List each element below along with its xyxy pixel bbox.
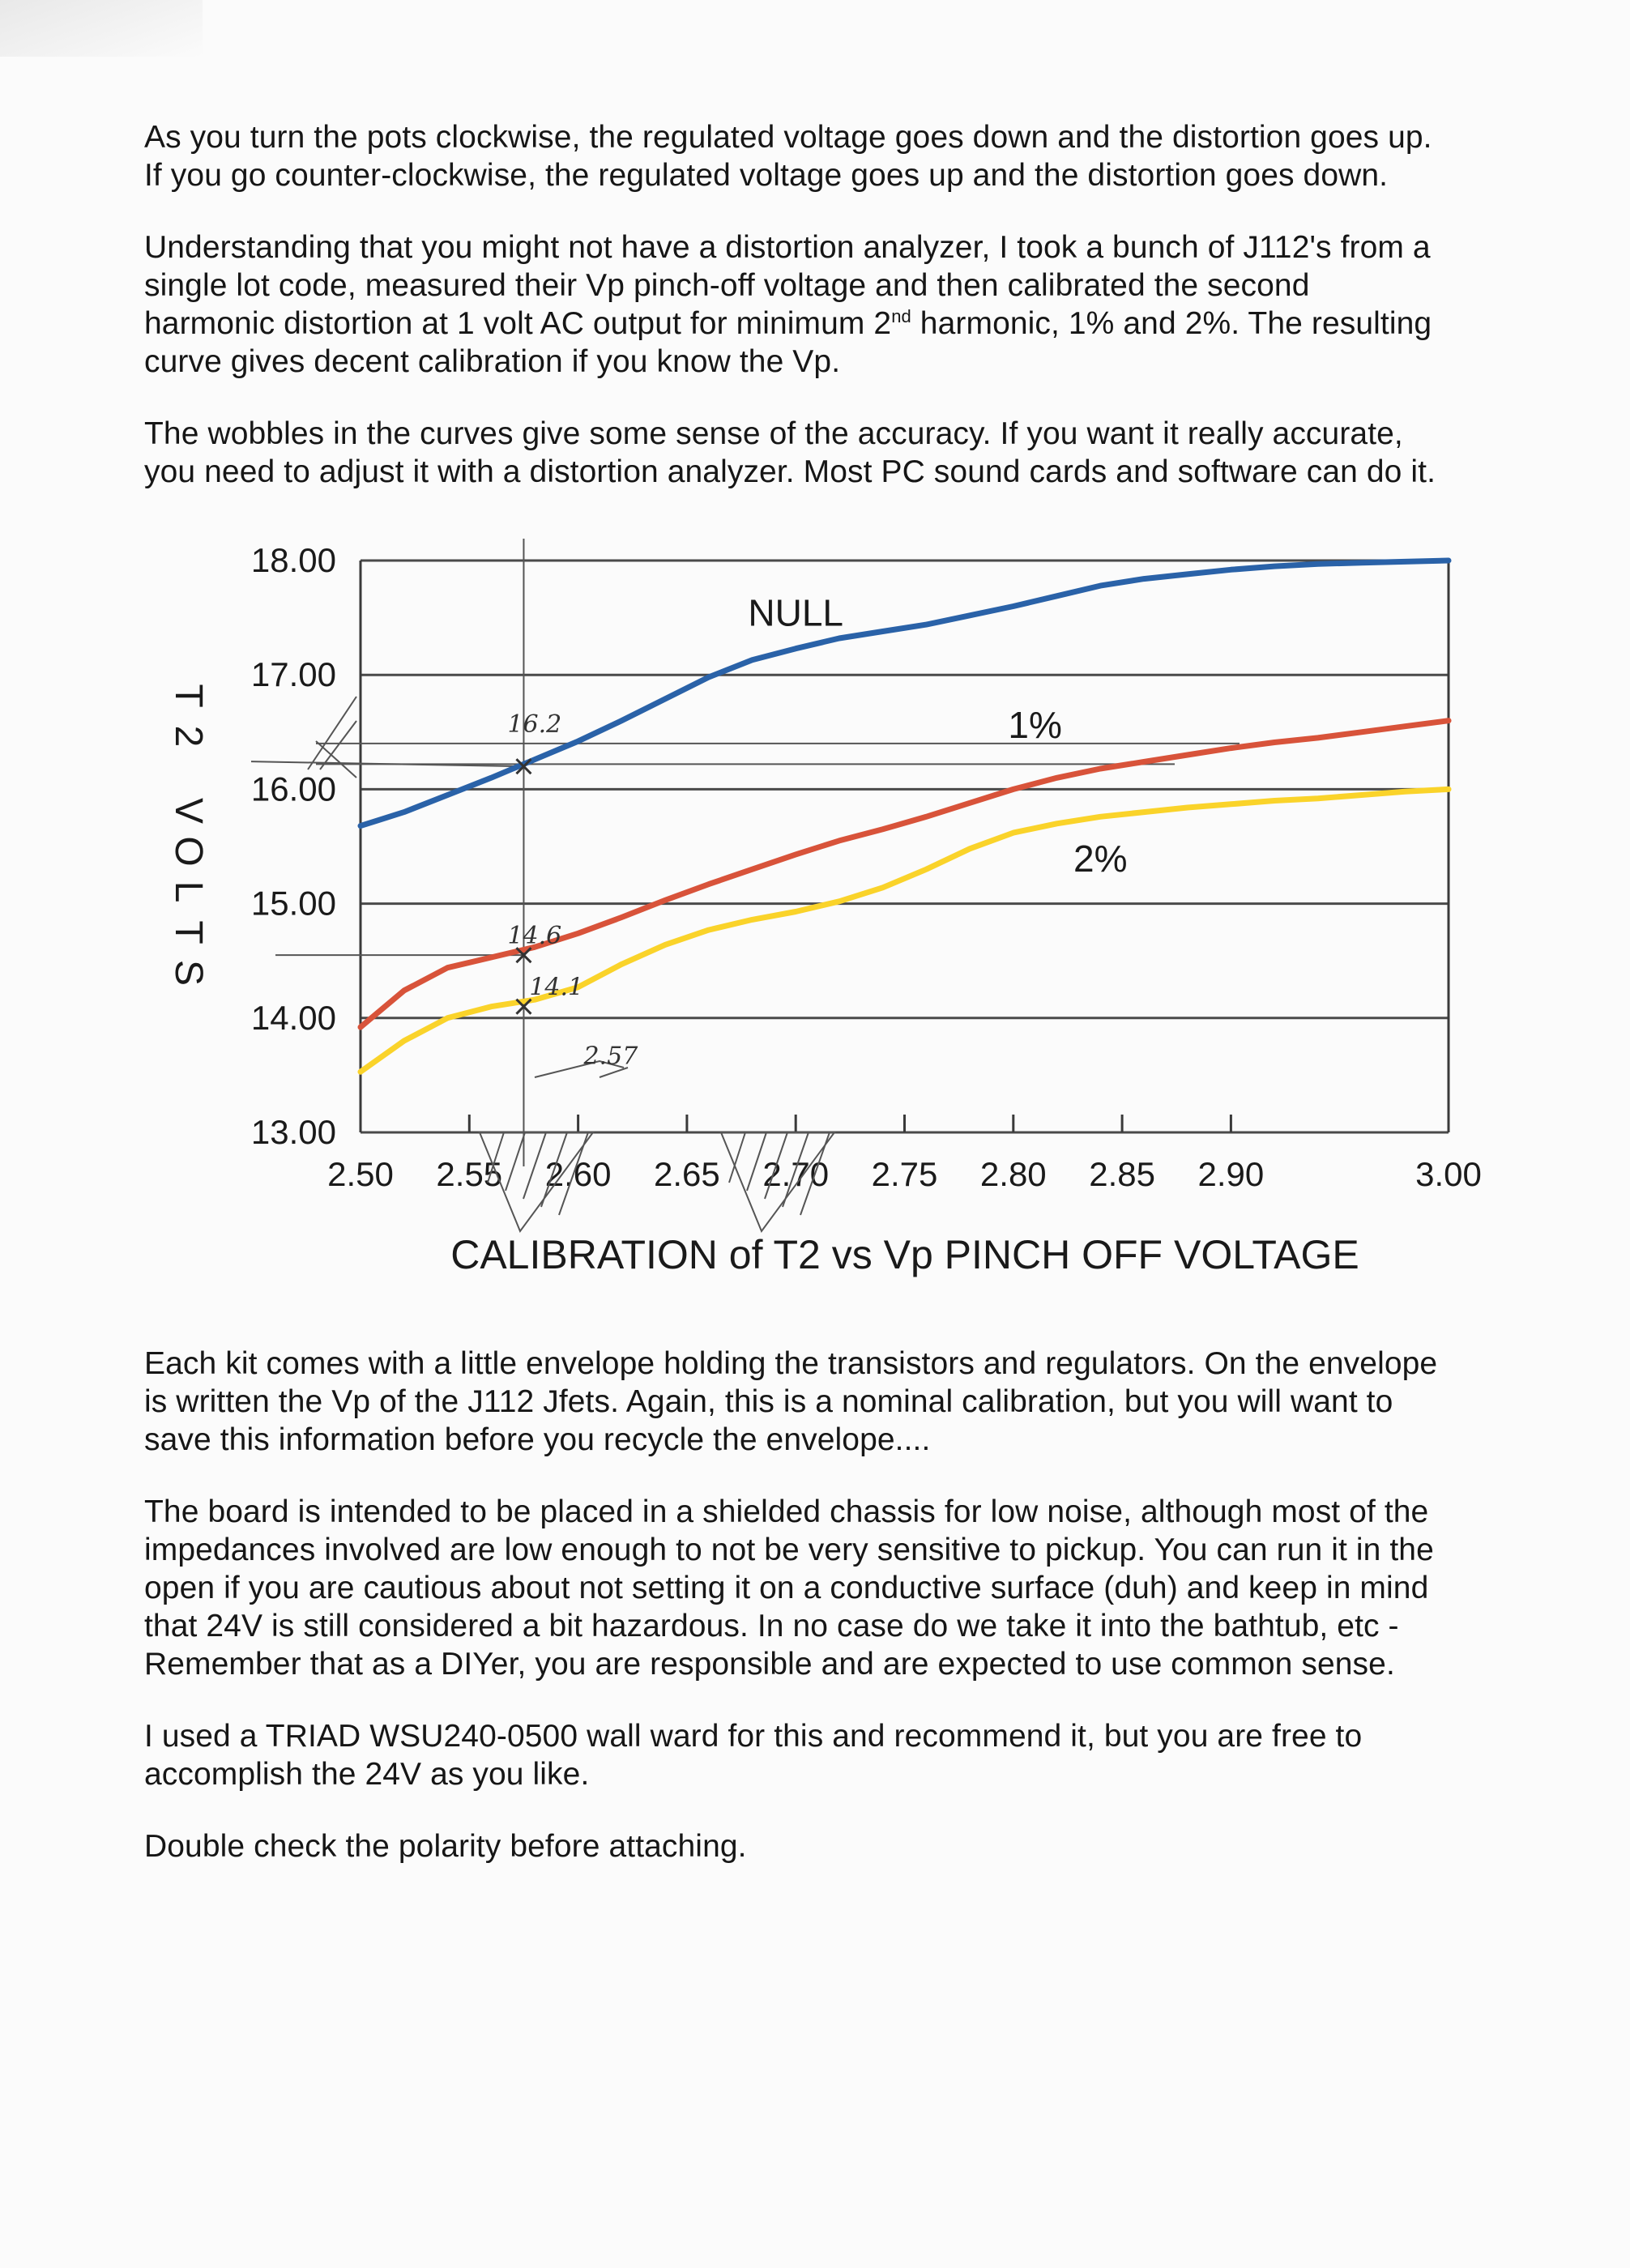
text-line: Remember that as a DIYer, you are responsible and are expected to use common sense. — [144, 1647, 1395, 1682]
x-tick-label: 2.60 — [544, 1155, 612, 1193]
y-axis-label-char: L — [167, 880, 210, 903]
chart-title: CALIBRATION of T2 vs Vp PINCH OFF VOLTAGE — [450, 1232, 1359, 1277]
x-tick-label: 2.90 — [1197, 1155, 1265, 1193]
series-label: 2% — [1073, 838, 1128, 880]
text-line: As you turn the pots clockwise, the regulated voltage goes down and the distortion goes up. — [144, 120, 1432, 155]
body-text — [144, 1345, 1521, 1899]
y-tick-label: 17.00 — [250, 655, 336, 694]
text-line: I used a TRIAD WSU240-0500 wall ward for this and recommend it, but you are free to — [144, 1719, 1363, 1754]
text-line: Understanding that you might not have a distortion analyzer, I took a bunch of J112's from a — [144, 230, 1431, 265]
text-line: If you go counter-clockwise, the regulated voltage goes up and the distortion goes down. — [144, 158, 1389, 193]
handwritten-value: 14.1 — [529, 973, 584, 1002]
text-line: single lot code, measured their Vp pinch-off voltage and then calibrated the second — [144, 268, 1310, 303]
text-line: is written the Vp of the J112 Jfets. Again, this is a nominal calibration, but you will want to — [144, 1384, 1393, 1419]
y-axis-label-char: V — [167, 797, 210, 825]
y-axis-label-char: T — [167, 684, 210, 708]
pencil-hatch-left-stroke — [506, 1132, 525, 1191]
handwritten-value: 14.6 — [507, 922, 562, 951]
y-tick-label: 14.00 — [250, 998, 336, 1037]
y-tick-label: 18.00 — [250, 541, 336, 579]
x-tick-label: 3.00 — [1415, 1155, 1482, 1193]
y-tick-label: 13.00 — [250, 1113, 336, 1151]
text-line: The wobbles in the curves give some sense of the accuracy. If you want it really accurate, — [144, 416, 1403, 451]
pencil-hatch-left-stroke — [523, 1132, 546, 1199]
text-line: that 24V is still considered a bit hazardous. In no case do we take it into the bathtub, etc - — [144, 1609, 1399, 1643]
text-line: harmonic distortion at 1 volt AC output for minimum 2nd harmonic, 1% and 2%. The resulting — [144, 306, 1432, 341]
text-line: you need to adjust it with a distortion analyzer. Most PC sound cards and software can do it. — [144, 454, 1436, 489]
text-line: impedances involved are low enough to not be very sensitive to pickup. You can run it in the — [144, 1533, 1434, 1567]
paragraph — [144, 1345, 1521, 1459]
x-tick-label: 2.80 — [979, 1155, 1047, 1193]
text-line: open if you are cautious about not setting it on a conductive surface (duh) and keep in mind — [144, 1571, 1429, 1605]
x-tick-label: 2.70 — [762, 1155, 830, 1193]
y-tick-label: 16.00 — [250, 770, 336, 808]
x-tick-label: 2.85 — [1089, 1155, 1155, 1193]
x-tick-label: 2.50 — [327, 1155, 394, 1193]
series-label: 1% — [1008, 703, 1062, 746]
handwritten-value: 16.2 — [507, 710, 562, 739]
y-axis-label-char: T — [167, 920, 210, 944]
paragraph — [144, 1493, 1521, 1683]
paragraph — [144, 1717, 1521, 1793]
y-axis-label-char: S — [167, 959, 210, 987]
text-line: Each kit comes with a little envelope holding the transistors and regulators. On the envelope — [144, 1346, 1438, 1381]
x-tick-label: 2.65 — [654, 1155, 720, 1193]
y-axis-label-char: O — [167, 836, 210, 867]
handwritten-markings — [251, 539, 1240, 1231]
text-line: save this information before you recycle the envelope.... — [144, 1422, 931, 1457]
paragraph — [144, 1827, 1521, 1865]
text-line: Double check the polarity before attaching. — [144, 1829, 747, 1864]
text-line: accomplish the 24V as you like. — [144, 1757, 590, 1792]
y-tick-label: 15.00 — [250, 884, 336, 923]
text-line: curve gives decent calibration if you know the Vp. — [144, 344, 841, 379]
superscript: nd — [891, 306, 911, 326]
x-tick-label: 2.75 — [871, 1155, 938, 1193]
pencil-scribble — [308, 697, 356, 778]
handwritten-value: 2.57 — [583, 1042, 638, 1071]
chart-axis-labels — [167, 541, 1482, 1277]
x-tick-label: 2.55 — [436, 1155, 503, 1193]
series-label: NULL — [748, 591, 844, 634]
text-line: The board is intended to be placed in a shielded chassis for low noise, although most of the — [144, 1494, 1429, 1529]
y-axis-label-char: 2 — [167, 725, 210, 748]
